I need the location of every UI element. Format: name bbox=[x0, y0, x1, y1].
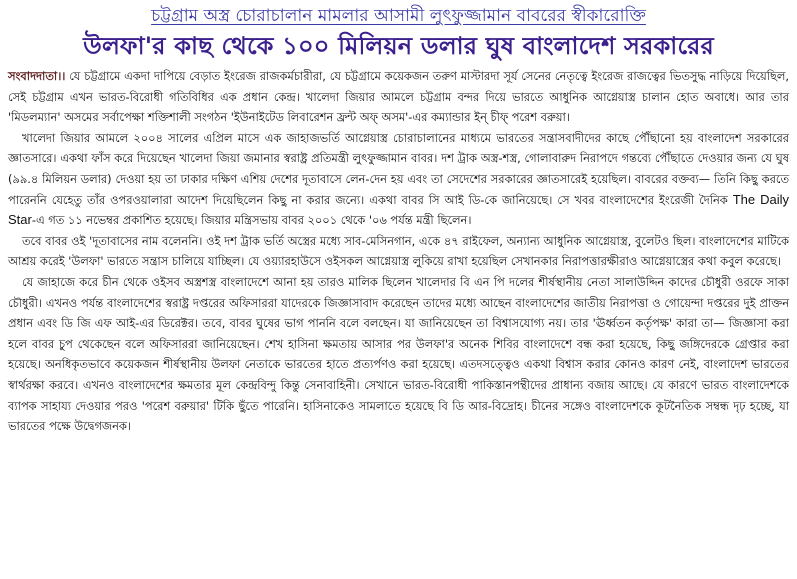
paragraph-text: তবে বাবর ওই 'দূতাবাসের নাম বলেননি। ওই দশ ট্রাক ভর্তি অস্ত্রের মধ্যে সাব-মেসিনগান, একে ৪৭ রাইফেল, অন্যান্য আধুনিক আগ্নেয়াস্ত্র, বুলেটও ছিল। বাংলাদেশের মাটিকে আশ্রয় করেই 'উলফা' ভারতে সন্ত্রাস চালিয়ে যাচ্ছিল। যে ওয়্যারহাউসে ওইসকল আগ্নেয়াস্ত্র লুকিয়ে রাখা হয়েছিল সেখানকার নিরাপত্তারক্ষীরাও আগ্নেয়াস্ত্রের কথা কবুল করেছে। bbox=[8, 233, 789, 269]
newspaper-name: The Daily Star bbox=[8, 191, 789, 228]
article-body bbox=[8, 66, 789, 437]
article-paragraph bbox=[8, 128, 789, 231]
kicker-line: চট্টগ্রাম অস্ত্র চোরাচালান মামলার আসামী লুৎফুজ্জামান বাবরের স্বীকারোক্তি bbox=[151, 6, 646, 26]
paragraph-text: -এ গত ১১ নভেম্বর প্রকাশিত হয়েছে। জিয়ার মন্ত্রিসভায় বাবর ২০০১ থেকে '০৬ পর্যন্ত মন্ত্রী ছিলেন। bbox=[31, 213, 472, 228]
paragraph-text: যে জাহাজে করে চীন থেকে ওইসব অস্ত্রশস্ত্র বাংলাদেশে আনা হয় তারও মালিক ছিলেন খালেদার বি এন পি দলের শীর্ষস্থানীয় নেতা সালাউদ্দিন কাদের চৌধুরী ওরফে সাকা চৌধুরী। এখনও পর্যন্ত বাংলাদেশের স্বরাষ্ট্র দপ্তরের অফিসাররা যাদেরকে জিজ্ঞাসাবাদ করেছেন তাদের মধ্যে আছেন বাংলাদেশের জাতীয় নিরাপত্তা ও গোয়েন্দা দপ্তরের দুই প্রাক্তন প্রধান এবং ডি জি এফ আই-এর ডিরেক্টর। তবে, বাবর ঘুষের ভাগ পাননি বলে বলছেন। যা জানিয়েছেন তা বিশ্বাসযোগ্য নয়। তার 'ঊর্ধ্বতন কর্তৃপক্ষ' কারা তা— জিজ্ঞাসা করা হলে বাবর চুপ থেকেছেন বলে অফিসাররা জানিয়েছেন। শেখ হাসিনা ক্ষমতায় আসার পর উলফা'র অনেক শিবির বাংলাদেশে বন্ধ করা হয়েছে, কিছু জঙ্গিদেরকে গ্রেপ্তার করা হয়েছে। অনধিকৃতভাবে কয়েকজন শীর্ষস্থানীয় উলফা নেতাকে ভারতের হাতে প্রত্যর্পণও করা হয়েছে। এতদসত্ত্বেও একথা বিশ্বাস করার কোনও কারণ নেই, বাংলাদেশ ভারতের স্বার্থরক্ষা করবে। এখনও বাংলাদেশের ক্ষমতার মূল কেন্দ্রবিন্দু কিন্তু সেনাবাহিনী। সেখানে ভারত-বিরোধী পাকিস্তানপন্থীদের প্রাধান্য বজায় আছে। যে কারণে ভারত বাংলাদেশকে ব্যাপক সাহায্য দেওয়ার পরও 'পরেশ বরুয়ার' টিকি ছুঁতে পারেনি। হাসিনাকেও সামলাতে হয়েছে বি ডি আর-বিদ্রোহ। চীনের সঙ্গেও বাংলাদেশকে কূটনৈতিক সম্বন্ধ দৃঢ় হচ্ছে, যা ভারতের পক্ষে উদ্বেগজনক। bbox=[8, 274, 789, 434]
article-paragraph bbox=[8, 66, 789, 128]
headline: উলফা'র কাছ থেকে ১০০ মিলিয়ন ডলার ঘুষ বাংলাদেশ সরকারের bbox=[83, 32, 714, 60]
paragraph-text: খালেদা জিয়ার আমলে ২০০৪ সালের এপ্রিল মাসে এক জাহাজভর্তি আগ্নেয়াস্ত্র চোরাচালানের মাধ্যমে ভারতের সন্ত্রাসবাদীদের কাছে পৌঁছানো হয় বাংলাদেশ সরকারের জ্ঞাতসারে। একথা ফাঁস করে দিয়েছেন খালেদা জিয়া জমানার স্বরাষ্ট্র প্রতিমন্ত্রী লুৎফুজ্জামান বাবর। দশ ট্রাক অস্ত্র-শস্ত্র, গোলাবারুদ নিরাপদে গন্তব্যে পৌঁছাতে দেওয়ার জন্য যে ঘুষ (৯৯.৪ মিলিয়ন ডলার) দেওয়া হয় তা ঢাকার দক্ষিণ এশিয় দেশের দূতাবাসে লেন-দেন হয় এবং তা সেদেশের সরকারের জ্ঞাতসারেই হয়েছিল। বাবরের বক্তব্য— তিনি কিছু করতে পারেননি যেহেতু তাঁর ওপরওয়ালারা আদেশ দিয়েছিলেন কিছু না করার জন্যে। একথা বাবর সি আই ডি-কে জানিয়েছে। সে খবর বাংলাদেশের ইংরেজী দৈনিক bbox=[8, 130, 789, 207]
byline: সংবাদদাতা।। bbox=[8, 69, 66, 83]
article-paragraph bbox=[8, 231, 789, 272]
paragraph-text: যে চট্টগ্রামে একদা দাপিয়ে বেড়াত ইংরেজ রাজকর্মচারীরা, যে চট্টগ্রামে কয়েকজন তরুণ মাস্টারদা সূর্য সেনের নেতৃত্বে ইংরেজ রাজত্বের ভিতসুদ্ধ নাড়িয়ে দিয়েছিল, সেই চট্টগ্রাম এখন ভারত-বিরোধী গতিবিধির এক প্রধান কেন্দ্র। খালেদা জিয়ার আমলে চট্টগ্রাম বন্দর দিয়ে ভারতে আধুনিক আগ্নেয়াস্ত্র চালান হোত অবাধে। আর তার 'মিডলম্যান' অসমের সর্বাপেক্ষা শক্তিশালী সংগঠন 'ইউনাইটেড লিবারেশন ফ্রন্ট অফ্ অসম'-এর কম্যান্ডার ইন্ চীফ্ পরেশ বরুয়া। bbox=[8, 69, 790, 125]
article-paragraph bbox=[8, 272, 789, 437]
